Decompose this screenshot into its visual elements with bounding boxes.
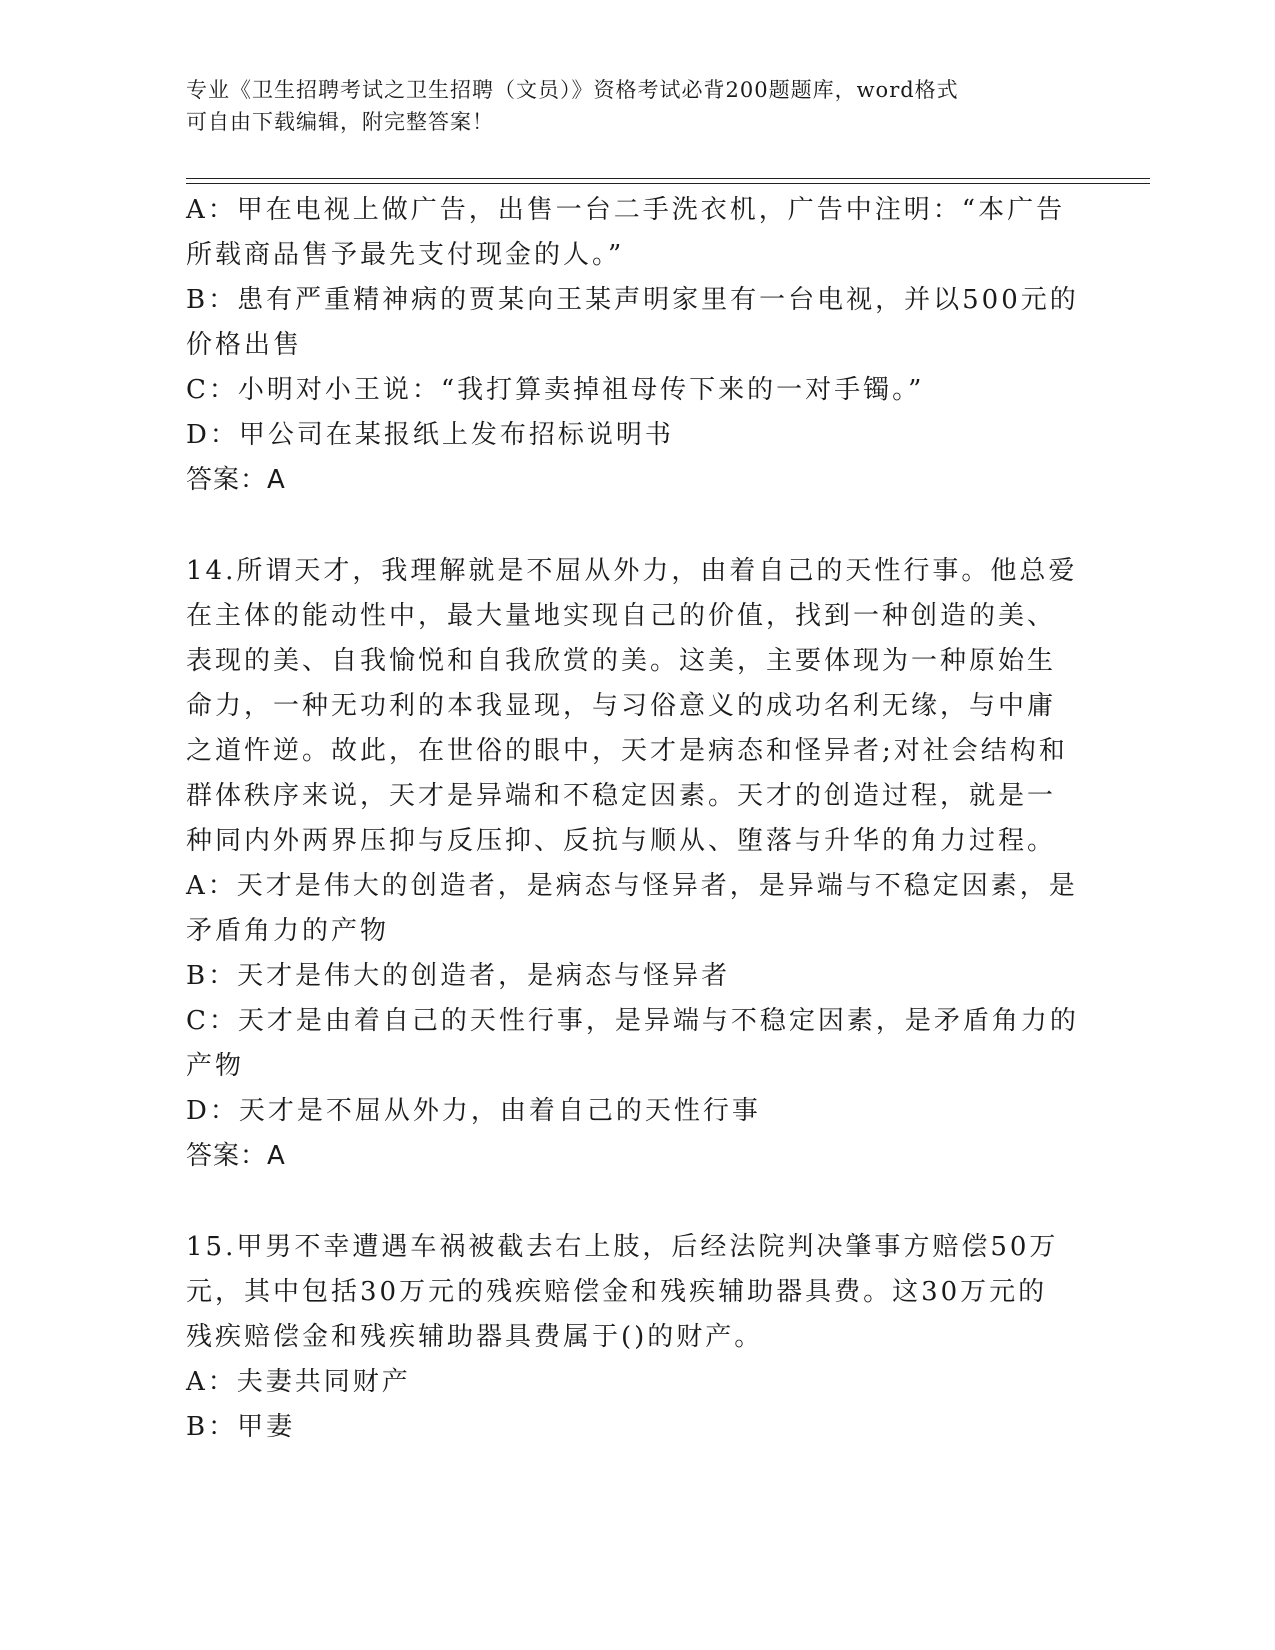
question-14 bbox=[186, 549, 1079, 1179]
q14-stem-line-1: 14.所谓天才，我理解就是不屈从外力，由着自己的天性行事。他总爱 bbox=[186, 556, 1078, 586]
q14-option-c-line-2: 产物 bbox=[186, 1051, 245, 1081]
q13-answer: 答案：A bbox=[186, 465, 286, 495]
header-line-2: 可自由下载编辑，附完整答案！ bbox=[186, 110, 494, 134]
q14-stem-line-6: 群体秩序来说，天才是异端和不稳定因素。天才的创造过程，就是一 bbox=[186, 781, 1057, 811]
document-body bbox=[186, 188, 1079, 1450]
question-spacer bbox=[186, 1179, 1066, 1225]
q14-stem-line-3: 表现的美、自我愉悦和自我欣赏的美。这美，主要体现为一种原始生 bbox=[186, 646, 1057, 676]
header-divider-top bbox=[186, 178, 1150, 179]
q15-stem-line-3: 残疾赔偿金和残疾辅助器具费属于()的财产。 bbox=[186, 1322, 764, 1352]
q14-option-a-line-2: 矛盾角力的产物 bbox=[186, 916, 390, 946]
q14-option-c-line-1: C：天才是由着自己的天性行事，是异端与不稳定因素，是矛盾角力的 bbox=[186, 1006, 1079, 1036]
q14-option-d: D：天才是不屈从外力，由着自己的天性行事 bbox=[186, 1096, 761, 1126]
q14-stem-line-7: 种同内外两界压抑与反压抑、反抗与顺从、堕落与升华的角力过程。 bbox=[186, 826, 1057, 856]
q14-option-b: B：天才是伟大的创造者，是病态与怪异者 bbox=[186, 961, 731, 991]
page-header bbox=[186, 74, 1066, 138]
q13-option-b-line-2: 价格出售 bbox=[186, 330, 303, 360]
q14-stem-line-4: 命力，一种无功利的本我显现，与习俗意义的成功名利无缘，与中庸 bbox=[186, 691, 1057, 721]
question-15 bbox=[186, 1225, 1066, 1450]
q13-option-c: C：小明对小王说：“我打算卖掉祖母传下来的一对手镯。” bbox=[186, 375, 925, 405]
q14-stem-line-5: 之道忤逆。故此，在世俗的眼中，天才是病态和怪异者;对社会结构和 bbox=[186, 736, 1068, 766]
q14-stem-line-2: 在主体的能动性中，最大量地实现自己的价值，找到一种创造的美、 bbox=[186, 601, 1057, 631]
q14-option-a-line-1: A：天才是伟大的创造者，是病态与怪异者，是异端与不稳定因素，是 bbox=[186, 871, 1078, 901]
q13-option-a-line-2: 所载商品售予最先支付现金的人。” bbox=[186, 240, 625, 270]
q15-stem-line-1: 15.甲男不幸遭遇车祸被截去右上肢，后经法院判决肇事方赔偿50万 bbox=[186, 1232, 1059, 1262]
header-divider-bottom bbox=[186, 183, 1150, 184]
q13-option-b-line-1: B：患有严重精神病的贾某向王某声明家里有一台电视，并以500元的 bbox=[186, 285, 1079, 315]
q15-option-a: A：夫妻共同财产 bbox=[186, 1367, 411, 1397]
q15-stem-line-2: 元，其中包括30万元的残疾赔偿金和残疾辅助器具费。这30万元的 bbox=[186, 1277, 1048, 1307]
question-spacer bbox=[186, 503, 1066, 549]
header-line-1: 专业《卫生招聘考试之卫生招聘（文员）》资格考试必背200题题库，word格式 bbox=[186, 78, 959, 102]
q13-option-a-line-1: A：甲在电视上做广告，出售一台二手洗衣机，广告中注明：“本广告 bbox=[186, 195, 1066, 225]
q13-option-d: D：甲公司在某报纸上发布招标说明书 bbox=[186, 420, 674, 450]
question-13 bbox=[186, 188, 1079, 503]
q15-option-b: B：甲妻 bbox=[186, 1412, 296, 1442]
q14-answer: 答案：A bbox=[186, 1141, 286, 1171]
